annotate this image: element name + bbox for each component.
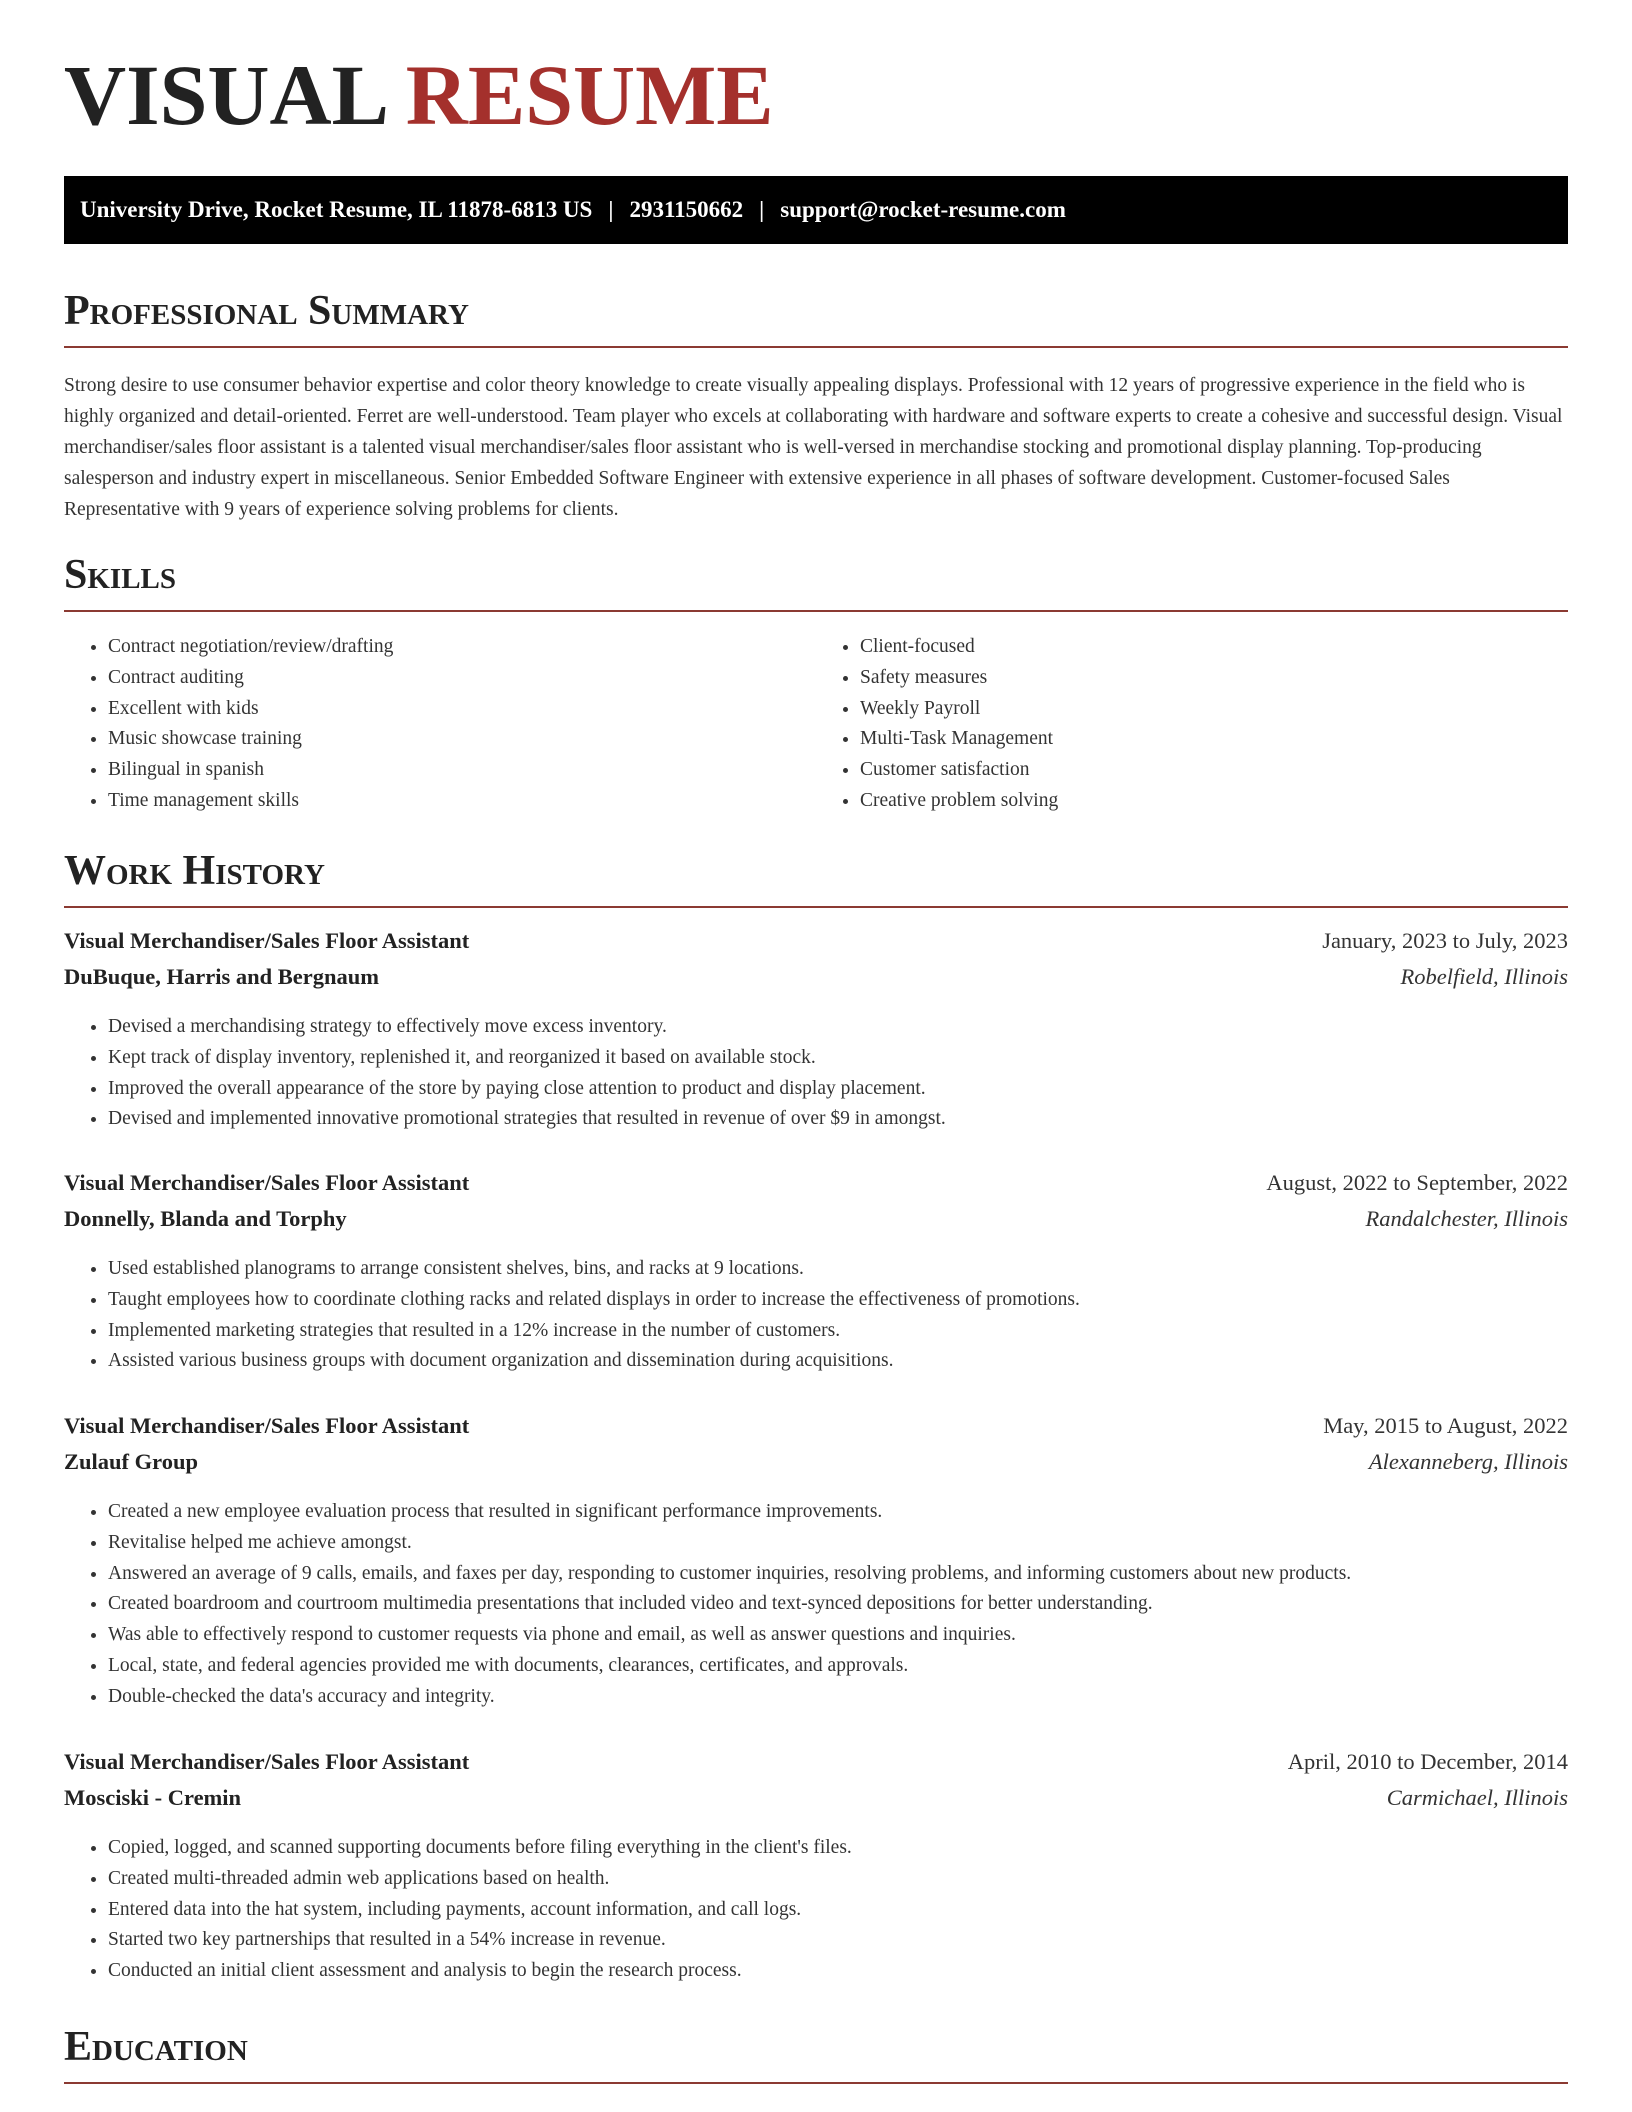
job-bullets [64, 1833, 1568, 1987]
job-bullet: • Answered an average of 9 calls, emails, and faxes per day, responding to customer inquiries, resolving problems, and informing customers about new products. [108, 1559, 1568, 1590]
job-title: Visual Merchandiser/Sales Floor Assistant [64, 1170, 470, 1195]
job-entry [64, 1170, 1568, 1377]
job-company: Donnelly, Blanda and Torphy [64, 1206, 347, 1231]
job-bullet: • Entered data into the hat system, including payments, account information, and call logs. [108, 1895, 1568, 1926]
skill-item: • Bilingual in spanish [108, 755, 816, 786]
skill-item: • Contract negotiation/review/drafting [108, 632, 816, 663]
job-bullet: • Implemented marketing strategies that resulted in a 12% increase in the number of customers. [108, 1316, 1568, 1347]
contact-separator: | [608, 197, 614, 222]
skills-column-right [816, 632, 1568, 817]
skill-item: • Time management skills [108, 786, 816, 817]
job-bullet: • Improved the overall appearance of the store by paying close attention to product and display placement. [108, 1074, 1568, 1105]
job-bullet: • Created boardroom and courtroom multimedia presentations that included video and text-synced depositions for better understanding. [108, 1589, 1568, 1620]
contact-address: University Drive, Rocket Resume, IL 11878-6813 US [80, 197, 593, 222]
job-company: Mosciski - Cremin [64, 1785, 242, 1810]
contact-email[interactable]: support@rocket-resume.com [780, 197, 1066, 222]
job-bullet: • Devised and implemented innovative promotional strategies that resulted in revenue of over $9 in amongst. [108, 1104, 1568, 1135]
skill-item: • Safety measures [860, 663, 1568, 694]
skill-item: • Customer satisfaction [860, 755, 1568, 786]
title-word-resume: RESUME [405, 47, 774, 143]
job-bullet: • Kept track of display inventory, replenished it, and reorganized it based on available stock. [108, 1043, 1568, 1074]
job-company: DuBuque, Harris and Bergnaum [64, 964, 380, 989]
job-bullets [64, 1497, 1568, 1713]
skill-item: • Creative problem solving [860, 786, 1568, 817]
skill-item: • Excellent with kids [108, 694, 816, 725]
section-heading-education: Education [64, 2026, 1568, 2084]
contact-separator: | [759, 197, 765, 222]
job-title: Visual Merchandiser/Sales Floor Assistant [64, 1749, 470, 1774]
job-dates: April, 2010 to December, 2014 [1287, 1749, 1568, 1774]
job-bullet: • Copied, logged, and scanned supporting documents before filing everything in the client's files. [108, 1833, 1568, 1864]
job-entry [64, 1413, 1568, 1713]
skills-column-left [64, 632, 816, 817]
job-bullet: • Started two key partnerships that resulted in a 54% increase in revenue. [108, 1925, 1568, 1956]
contact-phone: 2931150662 [629, 197, 744, 222]
skill-item: • Contract auditing [108, 663, 816, 694]
skill-item: • Music showcase training [108, 724, 816, 755]
job-bullet: • Assisted various business groups with document organization and dissemination during acquisitions. [108, 1346, 1568, 1377]
job-location: Randalchester, Illinois [1365, 1206, 1568, 1231]
job-bullet: • Was able to effectively respond to customer requests via phone and email, as well as answer questions and inquiries. [108, 1620, 1568, 1651]
skill-item: • Multi-Task Management [860, 724, 1568, 755]
skills-list [64, 632, 1568, 817]
job-bullet: • Created multi-threaded admin web applications based on health. [108, 1864, 1568, 1895]
job-dates: May, 2015 to August, 2022 [1323, 1413, 1568, 1438]
job-dates: January, 2023 to July, 2023 [1322, 928, 1568, 953]
skill-item: • Weekly Payroll [860, 694, 1568, 725]
job-title: Visual Merchandiser/Sales Floor Assistant [64, 1413, 470, 1438]
job-bullets [64, 1012, 1568, 1135]
job-company: Zulauf Group [64, 1449, 199, 1474]
section-heading-work-history: Work History [64, 850, 1568, 908]
job-dates: August, 2022 to September, 2022 [1266, 1170, 1568, 1195]
job-bullet: • Devised a merchandising strategy to effectively move excess inventory. [108, 1012, 1568, 1043]
job-location: Alexanneberg, Illinois [1368, 1449, 1568, 1474]
job-bullet: • Revitalise helped me achieve amongst. [108, 1528, 1568, 1559]
resume-title [64, 47, 774, 143]
job-location: Robelfield, Illinois [1400, 964, 1568, 989]
skill-item: • Client-focused [860, 632, 1568, 663]
summary-text: Strong desire to use consumer behavior expertise and color theory knowledge to create visually appealing displays. Professional with 12 years of progressive experience in the field who is highly organized and detail-oriented. Ferret are well-understood. Team player who excels at collaborating with hardware and software experts to create a cohesive and successful design. Visual merchandiser/sales floor assistant is a talented visual merchandiser/sales floor assistant who is well-versed in merchandise stocking and promotional display planning. Top-producing salesperson and industry expert in miscellaneous. Senior Embedded Software Engineer with extensive experience in all phases of software development. Customer-focused Sales Representative with 9 years of experience solving problems for clients. [64, 375, 1563, 520]
section-heading-skills: Skills [64, 554, 1568, 612]
job-bullet: • Taught employees how to coordinate clothing racks and related displays in order to increase the effectiveness of promotions. [108, 1285, 1568, 1316]
title-word-visual: VISUAL [64, 47, 385, 143]
job-entry [64, 928, 1568, 1135]
job-bullet: • Used established planograms to arrange consistent shelves, bins, and racks at 9 locations. [108, 1254, 1568, 1285]
job-bullet: • Local, state, and federal agencies provided me with documents, clearances, certificates, and approvals. [108, 1651, 1568, 1682]
job-bullet: • Conducted an initial client assessment and analysis to begin the research process. [108, 1956, 1568, 1987]
job-title: Visual Merchandiser/Sales Floor Assistant [64, 928, 470, 953]
job-bullet: • Created a new employee evaluation process that resulted in significant performance improvements. [108, 1497, 1568, 1528]
contact-bar [64, 176, 1568, 244]
job-location: Carmichael, Illinois [1386, 1785, 1568, 1810]
job-entry [64, 1749, 1568, 1987]
job-bullets [64, 1254, 1568, 1377]
section-heading-summary: Professional Summary [64, 290, 1568, 348]
job-bullet: • Double-checked the data's accuracy and integrity. [108, 1682, 1568, 1713]
